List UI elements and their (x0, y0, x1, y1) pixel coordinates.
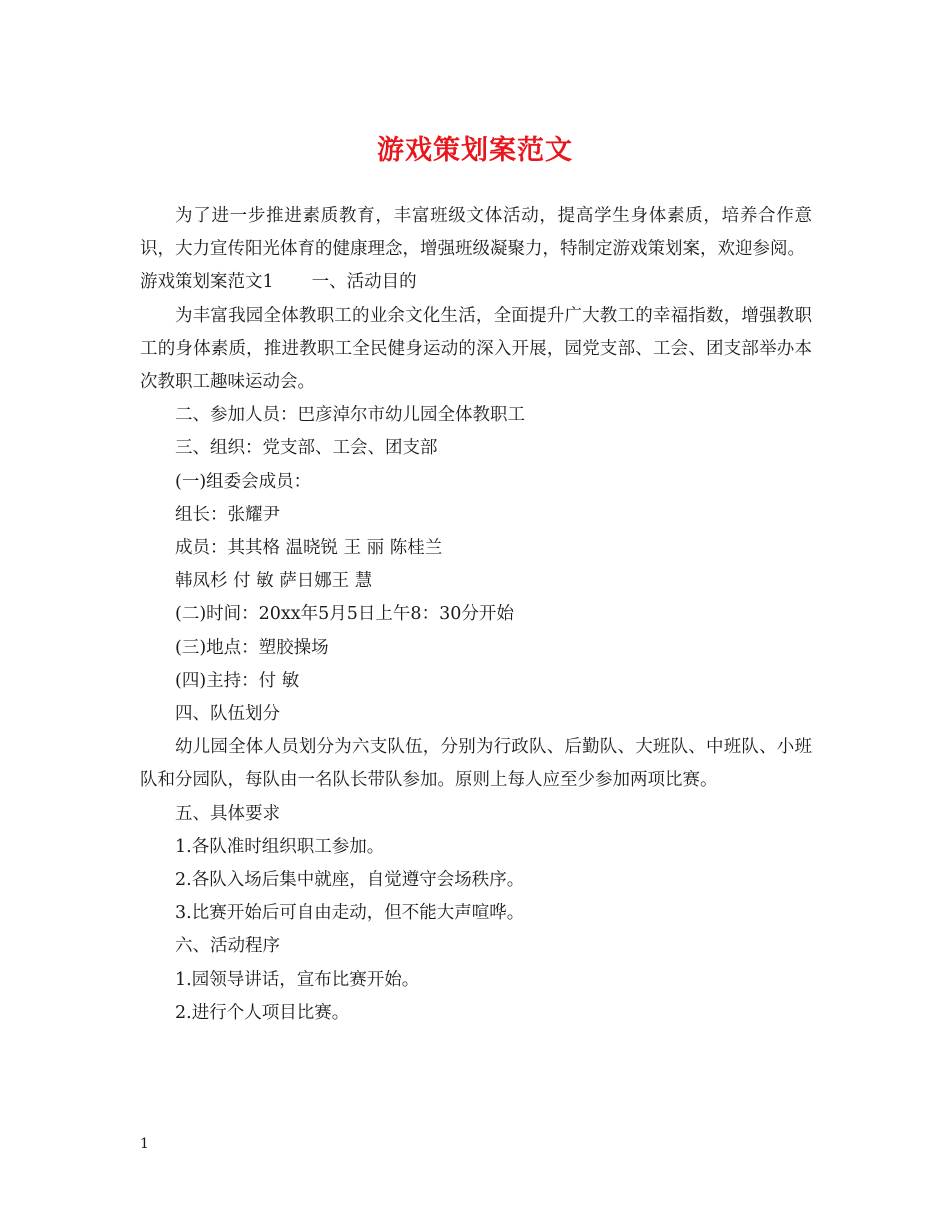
paragraph-requirements-heading: 五、具体要求 (175, 803, 280, 824)
paragraph-location: (三)地点：塑胶操场 (175, 637, 329, 658)
paragraph-host: (四)主持：付 敏 (175, 670, 300, 691)
section-heading-label: 游戏策划案范文1 (140, 272, 274, 293)
paragraph-organization: 三、组织：党支部、工会、团支部 (175, 438, 438, 459)
section-heading-1 (140, 266, 812, 299)
paragraph-participants: 二、参加人员：巴彦淖尔市幼儿园全体教职工 (175, 405, 525, 426)
paragraph-prog-1: 1.园领导讲话，宣布比赛开始。 (175, 969, 420, 990)
paragraph-time: (二)时间：20xx年5月5日上午8：30分开始 (175, 604, 514, 625)
page-number: 1 (140, 1136, 149, 1152)
section-heading-text: 一、活动目的 (311, 272, 417, 293)
paragraph-members-2: 韩凤杉 付 敏 萨日娜王 慧 (175, 571, 373, 592)
paragraph-teams: 幼儿园全体人员划分为六支队伍，分别为行政队、后勤队、大班队、中班队、小班队和分园队，每队由一名队长带队参加。原则上每人应至少参加两项比赛。 (140, 737, 812, 791)
paragraph-req-3: 3.比赛开始后可自由走动，但不能大声喧哗。 (175, 903, 525, 924)
paragraph-req-1: 1.各队准时组织职工参加。 (175, 836, 385, 857)
paragraph-intro: 为了进一步推进素质教育，丰富班级文体活动，提高学生身体素质，培养合作意识，大力宣传阳光体育的健康理念，增强班级凝聚力，特制定游戏策划案，欢迎参阅。 (140, 206, 812, 260)
paragraph-purpose: 为丰富我园全体教职工的业余文化生活，全面提升广大教工的幸福指数，增强教职工的身体素质，推进教职工全民健身运动的深入开展，园党支部、工会、团支部举办本次教职工趣味运动会。 (140, 305, 812, 393)
paragraph-committee: (一)组委会成员： (175, 471, 312, 492)
paragraph-members: 成员：其其格 温晓锐 王 丽 陈桂兰 (175, 538, 443, 559)
paragraph-prog-2: 2.进行个人项目比赛。 (175, 1002, 350, 1023)
paragraph-teams-heading: 四、队伍划分 (175, 704, 280, 725)
document-title: 游戏策划案范文 (377, 135, 573, 166)
document-body (140, 200, 812, 1030)
paragraph-req-2: 2.各队入场后集中就座，自觉遵守会场秩序。 (175, 870, 525, 891)
paragraph-program-heading: 六、活动程序 (175, 936, 280, 957)
paragraph-leader: 组长：张耀尹 (175, 504, 280, 525)
